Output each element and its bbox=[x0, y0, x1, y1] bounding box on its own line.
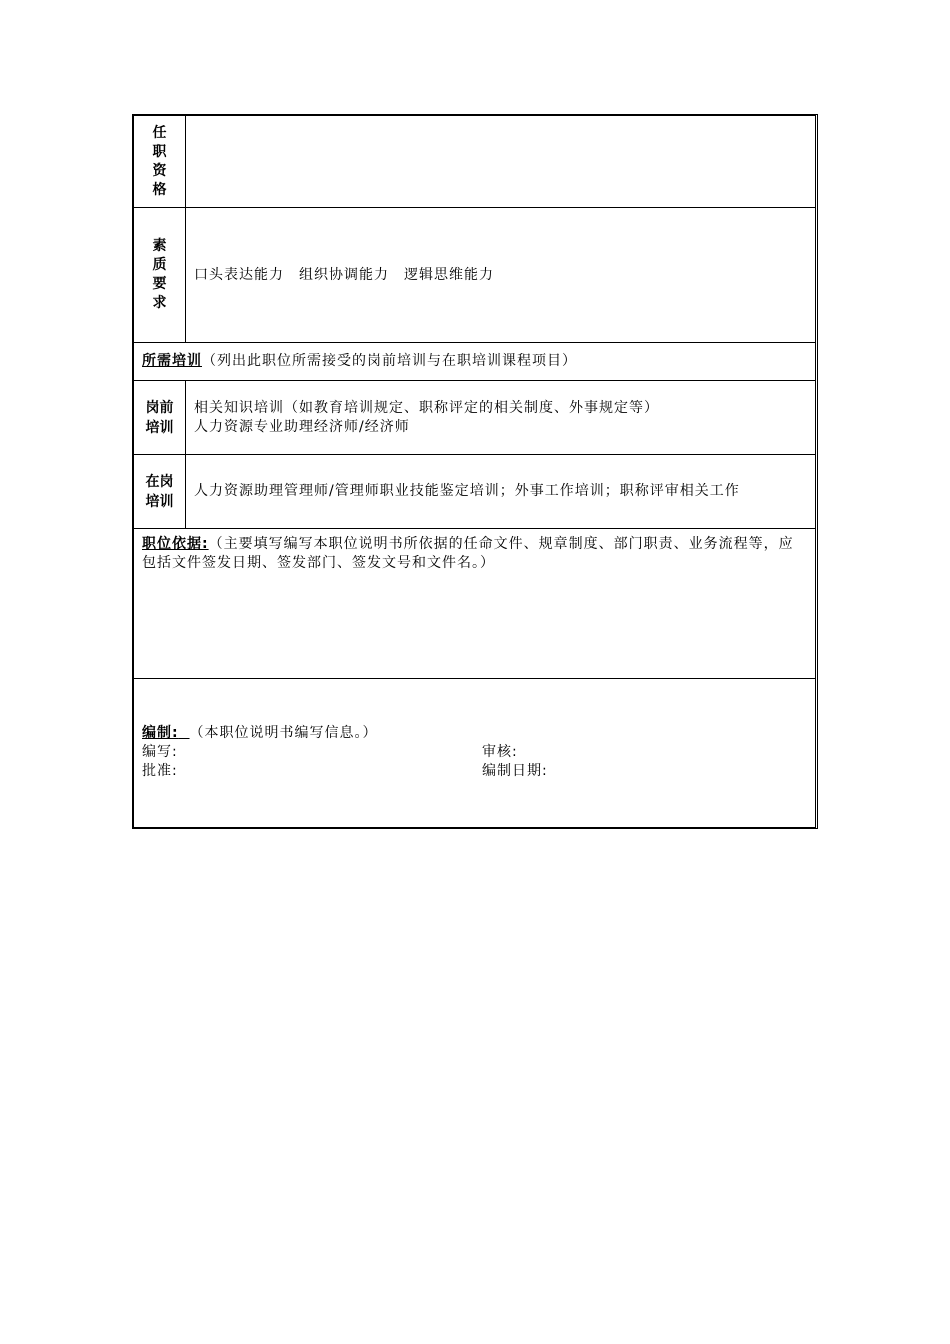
position-basis-note: （主要填写编写本职位说明书所依据的任命文件、规章制度、部门职责、业务流程等，应包括文件签发日期、签发部门、签发文号和文件名。） bbox=[142, 536, 794, 571]
pre-job-training-label: 岗前培训 bbox=[134, 381, 186, 454]
pre-job-training-row bbox=[134, 381, 815, 455]
qualification-row bbox=[134, 116, 815, 208]
quality-label: 素质要求 bbox=[134, 208, 186, 342]
compile-line-2 bbox=[142, 762, 807, 781]
training-header-row bbox=[134, 343, 815, 381]
training-title: 所需培训 bbox=[142, 353, 202, 369]
quality-content: 口头表达能力 组织协调能力 逻辑思维能力 bbox=[194, 266, 494, 283]
pre-job-training-line-2: 人力资源专业助理经济师/经济师 bbox=[194, 418, 410, 435]
approver-field: 批准: bbox=[142, 763, 178, 779]
compile-row bbox=[134, 679, 815, 827]
compile-section bbox=[134, 679, 815, 827]
compile-header bbox=[142, 724, 807, 743]
quality-row bbox=[134, 208, 815, 343]
qualification-content bbox=[186, 116, 815, 207]
on-job-training-label: 在岗培训 bbox=[134, 455, 186, 528]
compile-line-1 bbox=[142, 743, 807, 762]
reviewer-field: 审核: bbox=[482, 744, 518, 760]
position-basis-title: 职位依据: bbox=[142, 536, 209, 552]
compile-date-field: 编制日期: bbox=[482, 763, 548, 779]
pre-job-training-line-1: 相关知识培训（如教育培训规定、职称评定的相关制度、外事规定等） bbox=[194, 399, 659, 416]
qualification-label: 任职资格 bbox=[134, 116, 186, 207]
position-basis-row bbox=[134, 529, 815, 679]
on-job-training-row bbox=[134, 455, 815, 529]
writer-field: 编写: bbox=[142, 744, 178, 760]
job-description-table bbox=[132, 114, 818, 829]
training-header bbox=[134, 343, 815, 380]
position-basis bbox=[134, 529, 815, 678]
compile-note: （本职位说明书编写信息。） bbox=[189, 725, 378, 741]
compile-title: 编制: bbox=[142, 725, 179, 741]
on-job-training-content: 人力资源助理管理师/管理师职业技能鉴定培训；外事工作培训；职称评审相关工作 bbox=[194, 483, 740, 499]
training-note: （列出此职位所需接受的岗前培训与在职培训课程项目） bbox=[202, 353, 577, 369]
pre-job-training-content bbox=[186, 381, 815, 454]
